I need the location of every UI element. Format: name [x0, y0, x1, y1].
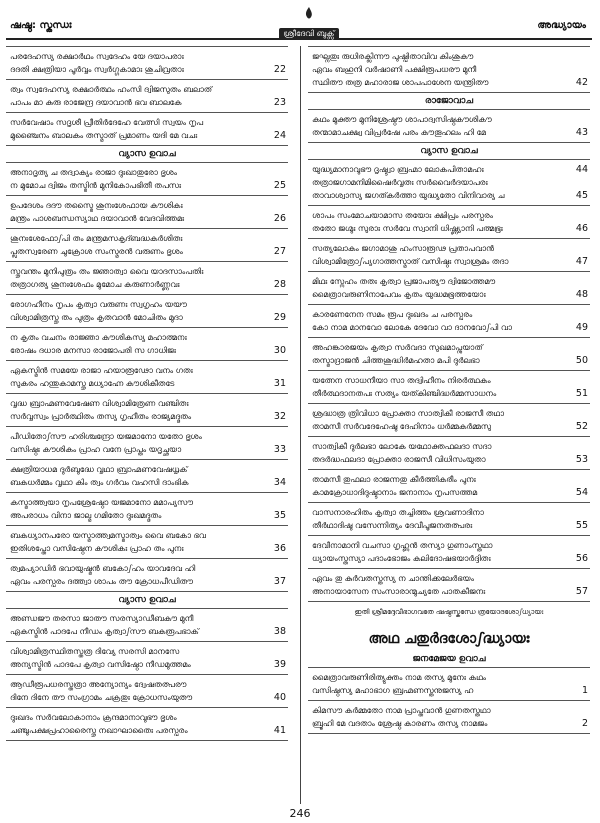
verse-line: വസിഷ്ഠസ്യ മഹാഭാഗ ബ്രഹ്മണസ്തനുജസ്യ ഹ — [312, 686, 474, 695]
verse-line: തന്മാമാചക്ഷ്വ വിപ്രര്‍ഷേ പരം കൗതൂഹലം ഹി മേ — [312, 128, 486, 137]
verse-block — [6, 229, 288, 262]
verse-number: 56 — [575, 553, 588, 564]
verse-number: 57 — [575, 586, 588, 597]
verse-number: 49 — [575, 322, 588, 333]
verse-line: യുദ്ധ്യമാനാവുഭൗ ദൃഷ്ട്വാ ബ്രഹ്മാ ലോകപിതാമഹഃ — [312, 165, 484, 174]
verse-block — [6, 427, 288, 460]
verse-number: 25 — [273, 180, 286, 191]
verse-block — [308, 239, 590, 272]
verse-number: 2 — [581, 718, 588, 729]
verse-number: 42 — [575, 77, 588, 88]
page-number: 246 — [289, 807, 311, 820]
verse-line: ബ്രൂഹി മേ വദതാം ശ്രേഷ്ഠ കാരണം തസ്യ നാമജം — [312, 719, 488, 728]
verse-block — [308, 437, 590, 470]
verse-line: വസിഷ്ഠഃ കൗശികം പ്രാഹ വനേ പ്രാപ്തം യദൃച്ഛയാ — [10, 445, 182, 454]
verse-block — [6, 642, 288, 675]
verse-number: 28 — [273, 279, 286, 290]
verse-block — [308, 404, 590, 437]
verse-number: 31 — [273, 378, 286, 389]
verse-line: സ്തുവന്തം മുനിപുത്രം തം ജ്ഞാത്വാ വൈ യാദസാംപതിഃ — [10, 267, 204, 276]
verse-number: 30 — [273, 345, 286, 356]
verse-line: അന്യസ്മിന്‍ പാദപേ കൃത്വാ വസിഷ്ഠോ നീഡമുത്തമം — [10, 660, 191, 669]
verse-line: അനാദൃത്യ ച തദ്വാക്യം രാജാ ദുഃഖാതുരോ ഭൃശം — [10, 168, 177, 177]
verse-block — [308, 206, 590, 239]
left-column — [6, 46, 288, 741]
verse-block — [308, 701, 590, 734]
verse-block — [6, 394, 288, 427]
verse-number: 55 — [575, 520, 588, 531]
verse-line: താവാശ്വാസ്യ ജഗത്കര്‍ത്താ യുദ്ധ്യതോ വിനിവാര്യ ച — [312, 191, 505, 200]
verse-block — [308, 110, 590, 143]
publisher-mark — [254, 6, 364, 40]
verse-number: 46 — [575, 223, 588, 234]
verse-line: ദിനേ ദിനേ തൗ സംഗ്രാമം ചക്രതുഃ ക്രോധസംയുതൗ — [10, 693, 193, 702]
verse-line: മുഞ്ചൈനം ബാലകം തസ്മാത് പ്രമാണം യദി മേ വചഃ — [10, 131, 198, 140]
verse-block — [6, 493, 288, 526]
verse-block — [308, 470, 590, 503]
verse-block — [308, 272, 590, 305]
verse-line: മിഥഃ സ്നേഹം തതഃ കൃത്വാ പ്രജാപത്യൗ ദ്വിജോത്തമൗ — [312, 277, 496, 286]
verse-line: അപരാധം വിനാ ജാല്മ ഗമിതോ ദുഃഖമദ്ഭുതം — [10, 511, 162, 520]
speaker-heading: വ്യാസ ഉവാച — [6, 146, 288, 163]
verse-line: പ്ലുതസ്വരേണ ചുക്രോശ സംസ്മരന്‍ വരുണം ഭൃശം — [10, 247, 183, 256]
verse-line: പരദേഹസ്യ രക്ഷാര്‍ഥം സ്വദേഹം യേ ദയാപരാഃ — [10, 52, 184, 61]
verse-line: സുകരം ഹന്തുകാമസ്തു മധ്യാഹ്നേ കൗശികീതടേ — [10, 379, 175, 388]
verse-block — [308, 668, 590, 701]
verse-number: 26 — [273, 213, 286, 224]
verse-line: ഏവം ബഹുനി വര്‍ഷാണി പക്ഷിരൂപധരൗ മുനീ — [312, 65, 477, 74]
verse-line: തസ്മാദ്രാജന്‍ ചിത്തശുദ്ധിര്‍മഹതാ മപി ദുര്‍ലഭാ — [312, 356, 480, 365]
verse-line: ധ്യായംസ്തസ്യാ പദാംഭോജം കലിദോഷഭയാര്‍ദ്ദിതഃ — [312, 554, 491, 563]
verse-line: രോഗഹീനം നൃപം കൃത്വാ വരുണഃ സ്വഗൃഹം യയൗ — [10, 300, 187, 309]
verse-line: സത്യലോകം ജഗാമാശു ഹംസാരൂഢ പ്രതാപവാന്‍ — [312, 244, 494, 253]
verse-line: വാസനാരഹിതം കൃത്വാ തച്ചിത്തം ശ്രവണാദിനാ — [312, 508, 484, 517]
verse-block — [308, 371, 590, 404]
verse-number: 40 — [273, 692, 286, 703]
verse-number: 54 — [575, 487, 588, 498]
verse-line: ശ്രദ്ധാത്ര ത്രിവിധാ പ്രോക്താ സാത്വികീ രാജസീ തഥാ — [312, 409, 505, 418]
verse-number: 48 — [575, 289, 588, 300]
verse-number: 50 — [575, 355, 588, 366]
speaker-heading: വ്യാസ ഉവാച — [308, 143, 590, 160]
verse-block — [308, 338, 590, 371]
verse-line: ആഡീരൂപധരസ്തത്രാ അന്യോന്യം ദ്വേഷതത്പരൗ — [10, 680, 187, 689]
verse-line: സര്‍വേഷാം സദൃശീ പ്രീതിര്‍ദേഹേ വേത്സി സ്വയം നൃപ — [10, 118, 204, 127]
verse-line: മന്ത്രം പാശബന്ധസ്യാഥ ദയാവാന്‍ വേദവിത്തമഃ — [10, 214, 185, 223]
verse-number: 1 — [581, 685, 588, 696]
verse-number: 29 — [273, 312, 286, 323]
verse-number: 23 — [273, 97, 286, 108]
chapter-title: അഥ ചതുര്‍ദശോഽദ്ധ്യായഃ — [368, 631, 530, 647]
verse-number: 32 — [273, 411, 286, 422]
verse-number: 33 — [273, 444, 286, 455]
verse-line: അനായാസേന സംസാരാന്മുച്യതേ പാതകീജനഃ — [312, 587, 486, 596]
chapter-colophon: ഇതി ശ്രീമദ്ദേവീഭാഗവതേ ഷഷ്ഠസ്കന്ധേ ത്രയോദശോഽധ്യായഃ — [354, 608, 544, 616]
verse-line: ഏകസ്മിന്‍ പാദപേ നീഡം കൃത്വാഽസൗ ബകരൂപഭാക് — [10, 627, 199, 636]
verse-line: തീര്‍ഥാദിഷു വസേന്നിത്യം ദേവീപൂജനതത്പരഃ — [312, 521, 473, 530]
verse-line: ജഘ്നതുഃ രുധിരക്ലിന്നൗ പുഷ്പിതാവിവ കിംശുകൗ — [312, 52, 474, 61]
verse-number: 53 — [575, 454, 588, 465]
verse-line: കിമസൗ കര്‍മ്മതോ നാമ പ്രാപ്തവാന്‍ ഗുണതസ്തഥാ — [312, 706, 491, 715]
verse-line: ചഞ്ചുപക്ഷപ്രഹാരൈസ്തു നഖാഘാതൈഃ പരസ്പരം — [10, 726, 188, 735]
verse-block — [6, 196, 288, 229]
verse-block — [6, 113, 288, 146]
verse-line: ഏകസ്മിന്‍ സമയേ രാജാ ഹയാരൂഢോ വനം ഗതഃ — [10, 366, 193, 375]
verse-block — [6, 559, 288, 592]
verse-line: ഏവം തു കുര്‍വതസ്തസ്യ ന ചാന്തിക്കലേര്‍ഭയം — [312, 574, 474, 583]
verse-block — [308, 569, 590, 602]
verse-number: 51 — [575, 388, 588, 399]
header-left-title: ഷഷ്ഠ: സ്കന്ധഃ — [10, 20, 72, 31]
verse-line: ദദതി ക്ഷത്രിയാ പൂര്‍വ്വം സ്വര്‍ഗ്ഗകാമാഃ ശുചിവ്രതാഃ — [10, 65, 184, 74]
verse-line: അണ്ഡജൗ തരസാ ജാതൗ സരസ്യാഡീബകൗ മുനീ — [10, 614, 194, 623]
verse-block — [6, 708, 288, 741]
verse-block — [6, 163, 288, 196]
verse-line: ബകധ്യാനപരോ യസ്മാത്ത്വമസ്മാത്വം വൈ ബകോ ഭവ — [10, 531, 206, 540]
verse-line: ദേവീനാമാനി വചസാ ഗൃഹ്ണന്‍ തസ്യാ ഗുണാംസ്തഥാ — [312, 541, 493, 550]
verse-number: 39 — [273, 659, 286, 670]
right-column — [308, 46, 590, 734]
verse-line: താമസീ തുഫലാ രാജന്നതു കീര്‍ത്തികരീം പുനഃ — [312, 475, 476, 484]
verse-number: 52 — [575, 421, 588, 432]
verse-line: ഉപദേശം ദദൗ തസ്മൈ ശുനഃശേഫായ കൗശികഃ — [10, 201, 183, 210]
verse-block — [308, 305, 590, 338]
verse-block — [6, 361, 288, 394]
verse-line: കോ നാമ മാനവോ ലോകേ ദേവോ വാ ദാനവോഽപി വാ — [312, 323, 512, 332]
verse-line: മൈത്രാവരുണിരിത്യുക്തം നാമ തസ്യ മുനേഃ കഥം — [312, 673, 487, 682]
verse-number: 44 — [575, 164, 588, 175]
verse-line: ത്വം സ്വദേഹസ്യ രക്ഷാര്‍ത്ഥം ഹംസി ദ്വിജസുതം ബലാത് — [10, 85, 213, 94]
verse-line: വിശ്വാമിത്രസ്തു തം പുത്രം കൃതവാന്‍ മോചിതം മുദാ — [10, 313, 183, 322]
verse-block — [308, 503, 590, 536]
verse-line: കാമക്രോധാദിദുഷ്ടാനാം ജനാനാം നൃപസത്തമ — [312, 488, 478, 497]
verse-line: കഥം മുക്തൗ മുനിശ്രേഷ്ഠൗ ശാപാദ്വസിഷ്ഠകൗശികൗ — [312, 115, 492, 124]
verse-block — [6, 262, 288, 295]
verse-block — [308, 46, 590, 93]
verse-block — [6, 526, 288, 559]
verse-line: യത്നേന സാധനീയാ സാ തദ്വിഹീനം നിരര്‍ത്ഥകം — [312, 376, 491, 385]
verse-line: ന മുമോച ദ്വിജം തസ്മിന്‍ മുനികോപഭിതീ തപസഃ — [10, 181, 182, 190]
verse-line: ന കൃതം വചനം രാജ്ഞാ കൗശികസ്യ മഹാത്മനഃ — [10, 333, 187, 342]
speaker-heading: രാജോവാച — [308, 93, 590, 110]
publisher-name: ശ്രീദേവി ബുക്സ് — [279, 28, 340, 40]
header-right-title: അദ്ധ്യായം — [537, 20, 586, 31]
verse-block — [6, 328, 288, 361]
verse-line: പീഡിതോഽസൗ ഹരിശ്ചന്ദ്രോ യജമാനോ യതോ ഭൃശം — [10, 432, 202, 441]
verse-block — [6, 460, 288, 493]
speaker-heading: ജനമേജയ ഉവാച — [308, 651, 590, 668]
verse-number: 36 — [273, 543, 286, 554]
verse-block — [6, 609, 288, 642]
verse-block — [6, 675, 288, 708]
verse-line: കസ്മാത്ത്വയാ നൃപശ്രേഷ്ഠോ യജമാനോ മമാപ്യസൗ — [10, 498, 194, 507]
verse-line: ത്വമപ്യാഡിര്‍ ഭവായുഷ്മന്‍ ബകോഽഹം യാവദേവ ഹി — [10, 564, 196, 573]
verse-line: തത്രാജഗാമനിമിഷൈര്‍വൃതഃ സര്‍വൈര്‍ദയാപരഃ — [312, 178, 488, 187]
speaker-heading: വ്യാസ ഉവാച — [6, 592, 288, 609]
verse-line: വിശ്വാമിത്രോഽപ്യഗാത്തസ്മാത് വസിഷ്ഠഃ സ്വാശ്രമം തദാ — [312, 257, 509, 266]
verse-number: 38 — [273, 626, 286, 637]
verse-number: 22 — [273, 64, 286, 75]
verse-number: 45 — [575, 190, 588, 201]
verse-block — [6, 295, 288, 328]
verse-line: രോഷം ദധാര മനസാ രാജോപരി സ ഗാധിജഃ — [10, 346, 176, 355]
verse-line: പാപം മാ കുരു രാജേന്ദ്ര ദയാവാന്‍ ഭവ ബാലകേ — [10, 98, 182, 107]
verse-number: 24 — [273, 130, 286, 141]
verse-line: വൃദ്ധ ബ്രാഹ്മണവേഷേണ വിശ്വാമിത്രേണ വഞ്ചിതഃ — [10, 399, 189, 408]
verse-line: ദുഃഖദം സര്‍വലോകാനാം ക്രന്ദമാനാവുഭൗ ഭൃശം — [10, 713, 177, 722]
verse-number: 43 — [575, 127, 588, 138]
verse-line: ശുനഃശേഫോഽപി തം മന്ത്രമസകൃദ്ബദ്ധകര്‍ശിതഃ — [10, 234, 183, 243]
verse-line: സാത്വികീ ദുര്‍ലഭാ ലോകേ യഥോക്തഫലദാ സദാ — [312, 442, 492, 451]
verse-line: അഹങ്കാരജയം കൃത്വാ സര്‍വദാ സുഖമാപ്നുയാത് — [312, 343, 483, 352]
verse-line: ക്ഷത്രിയാധമ ദുര്‍ബുദ്ധേ വൃഥാ ബ്രാഹ്മണവേഷധൃക് — [10, 465, 188, 474]
verse-block — [308, 536, 590, 569]
verse-line: സര്‍വ്വസ്വം പ്രാര്‍ത്ഥിതം തസ്യ ഗൃഹീതം രാജ്യമദ്ഭുതം — [10, 412, 192, 421]
verse-block — [6, 46, 288, 80]
verse-line: മൈത്രാവരുണിനാപേവം കൃതം യുദ്ധമഭൂത്തയോഃ — [312, 290, 486, 299]
verse-line: തതോ ജഗ്മുഃ സുരാഃ സര്‍വേ സ്വാനി ധിഷ്ണ്യാനി പത്മഭൂഃ — [312, 224, 503, 233]
verse-line: കാരണേനേന സമം രൂപ ദുഃഖദം ച പരസ്പരം — [312, 310, 473, 319]
verse-number: 47 — [575, 256, 588, 267]
verse-line: തീര്‍ത്ഥദാനതപഃ സത്യം യത്കിഞ്ചിദ്ധര്‍മ്മസാധനം — [312, 389, 497, 398]
verse-block — [308, 160, 590, 206]
verse-line: തദര്‍ദ്ധഫലദാ പ്രോക്താ രാജസീ വിധിസംയുതാ — [312, 455, 486, 464]
verse-line: ശാപം സംമോചയാമാസ തയോഃ ക്ഷിപ്രം പരസ്പരം — [312, 211, 493, 220]
verse-block — [6, 80, 288, 113]
column-divider — [300, 46, 301, 804]
verse-number: 34 — [273, 477, 286, 488]
verse-line: വിശ്വാമിത്രസ്ഥിതസ്തത്ര ദിവ്യേ സരസി മാനസേ — [10, 647, 180, 656]
verse-line: തത്രാഗത്യ ശുനഃശേഫം മുമോച കരുണാര്‍ണ്ണവഃ — [10, 280, 180, 289]
verse-line: സ്ഥിതൗ തത്ര മഹാരാജ ശാപപാശേന യന്ത്രിതൗ — [312, 78, 489, 87]
flame-logo-icon — [302, 6, 316, 21]
verse-line: ബകധര്‍മ്മം വൃഥാ കിം ത്വം ഗര്‍വം വഹസി ദാംഭിക — [10, 478, 189, 487]
verse-line: ഇതിശപ്തോ വസിഷ്ഠേന കൗശികഃ പ്രാഹ തം പുനഃ — [10, 544, 184, 553]
verse-number: 37 — [273, 576, 286, 587]
verse-line: താമസീ സര്‍വദേഹേഷു ദേഹിനാം ധര്‍മ്മകര്‍മ്മസു — [312, 422, 491, 431]
verse-number: 35 — [273, 510, 286, 521]
verse-number: 27 — [273, 246, 286, 257]
running-header — [6, 6, 592, 40]
verse-line: ഏവം പരസ്പരം ദത്ത്വാ ശാപം തൗ ക്രോധപീഡിതൗ — [10, 577, 193, 586]
verse-number: 41 — [273, 725, 286, 736]
